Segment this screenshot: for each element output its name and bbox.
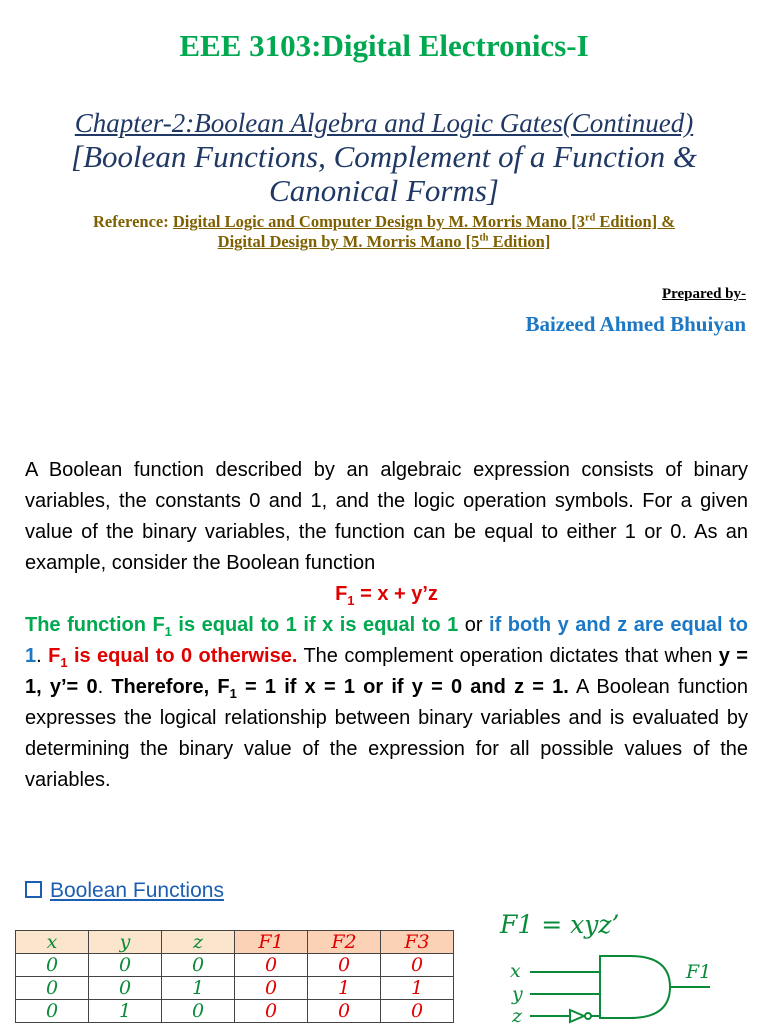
course-title: EEE 3103:Digital Electronics-I <box>179 28 589 63</box>
reference-label: Reference: <box>92 212 169 231</box>
input-label-z: z <box>512 1005 523 1024</box>
prepared-by-label: Prepared by- <box>661 286 746 302</box>
input-label-x: x <box>510 960 521 982</box>
handwritten-expression: F1 = xyz’ <box>500 910 620 939</box>
table-header-row <box>16 931 454 954</box>
table-row <box>16 1000 454 1023</box>
col-header-z: z <box>162 931 235 954</box>
table-cell: 0 <box>162 1000 235 1023</box>
reference-note <box>14 212 754 252</box>
not-gate-icon <box>570 1010 584 1022</box>
table-cell: 0 <box>308 1000 381 1023</box>
truth-table <box>15 930 454 1023</box>
col-header-x: x <box>16 931 89 954</box>
table-cell: 0 <box>16 954 89 977</box>
table-cell: 1 <box>381 977 454 1000</box>
intro-paragraph: A Boolean function described by an algebraic expression consists of binary variables, the constants 0 and 1, and the logic operation symbols. For a given value of the binary variables, the function can be equal to either 1 or 0. As an example, consider the Boolean function <box>25 459 748 574</box>
col-header-y: y <box>89 931 162 954</box>
explanation-paragraph: The function $F_1$ is equal to 1 if x is equal to 1 or if both y and z are equal to 1. $F_1$ is equal to 0 otherwise. The complement operation dictates that when y = 1, y’= 0. Therefore, $F_1 = 1$ if x = 1 or if y = 0 and z = 1. A Boolean function expresses the logical relationship between binary variables and is evaluated by determining the binary value of the expression for all possible values of the variables. <box>25 614 749 791</box>
table-cell: 1 <box>89 1000 162 1023</box>
table-cell: 0 <box>89 977 162 1000</box>
table-cell: 0 <box>16 1000 89 1023</box>
col-header-f2: F2 <box>308 931 381 954</box>
chapter-title: Chapter-2:Boolean Algebra and Logic Gates(Continued) <box>74 108 694 138</box>
table-cell: 0 <box>381 1000 454 1023</box>
table-cell: 0 <box>235 977 308 1000</box>
table-cell: 0 <box>16 977 89 1000</box>
table-cell: 1 <box>308 977 381 1000</box>
table-row <box>16 977 454 1000</box>
equation-f1: $F_1 = x$ + y’z <box>335 583 438 608</box>
col-header-f1: F1 <box>235 931 308 954</box>
input-label-y: y <box>512 983 523 1005</box>
section-heading-label: Boolean Functions <box>50 879 224 902</box>
slide-subtitle: [Boolean Functions, Complement of a Function & Canonical Forms] <box>71 139 697 208</box>
body-text <box>25 455 748 796</box>
col-header-f3: F3 <box>381 931 454 954</box>
inversion-bubble <box>585 1013 591 1019</box>
and-gate-icon <box>600 956 670 1018</box>
table-cell: 0 <box>308 954 381 977</box>
checkbox-bullet-icon <box>25 881 42 898</box>
table-cell: 0 <box>235 1000 308 1023</box>
table-row <box>16 954 454 977</box>
output-label-f1: F1 <box>686 961 712 983</box>
table-cell: 0 <box>89 954 162 977</box>
reference-link-1[interactable]: Digital Logic and Computer Design by M. Morris Mano [3rd Edition] & <box>172 212 676 231</box>
table-cell: 0 <box>235 954 308 977</box>
table-cell: 0 <box>381 954 454 977</box>
and-gate-diagram <box>500 950 750 1024</box>
author-name: Baizeed Ahmed Bhuiyan <box>525 312 746 336</box>
reference-link-2[interactable]: Digital Design by M. Morris Mano [5th Edition] <box>217 232 551 251</box>
section-heading <box>25 879 224 903</box>
table-cell: 0 <box>162 954 235 977</box>
table-cell: 1 <box>162 977 235 1000</box>
